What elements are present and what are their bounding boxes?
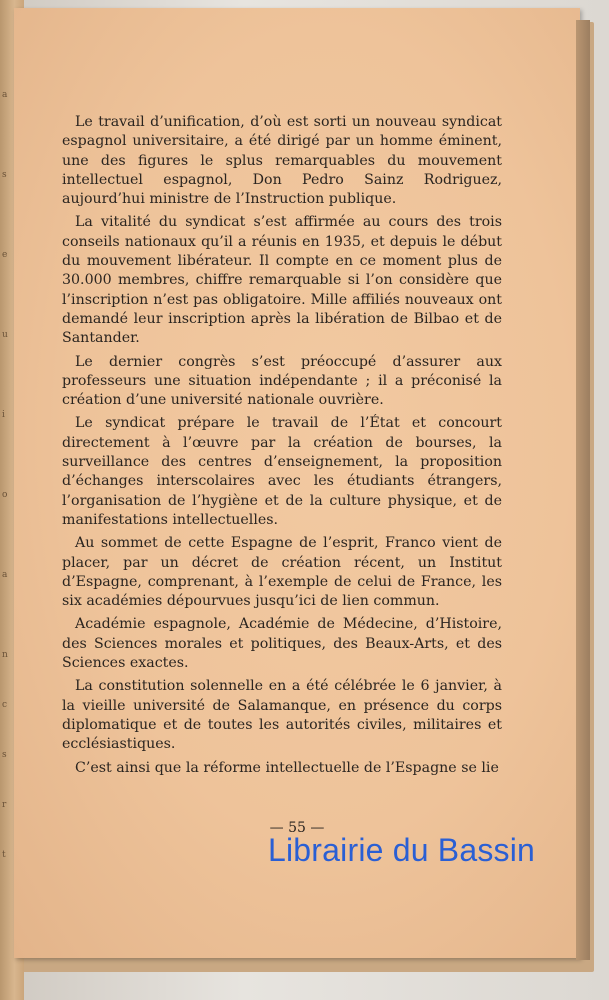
paragraph: Le travail d’unification, d’où est sorti un nouveau syndicat espagnol universitaire, a été dirigé par un homme éminent, une des figures le splus remarquables du mouvement intellectuel espagnol, Don Pedro Sainz Rodriguez, aujourd’hui ministre de l’Instruction publique. [62, 114, 502, 208]
left-page-fragment: a [2, 90, 8, 100]
left-page-fragment: a [2, 570, 8, 580]
left-page-fragment: u [2, 330, 8, 340]
paragraph: Le syndicat prépare le travail de l’État et concourt directement à l’œuvre par la création de bourses, la surveillance des centres d’enseignement, la proposition d’échanges interscolaires avec les étudiants étrangers, l’organisation de l’hygiène et de la culture physique, et de manifestations intellectuelles. [62, 415, 502, 528]
paragraph: La constitution solennelle en a été célébrée le 6 janvier, à la vieille université de Salamanque, en présence du corps diplomatique et de toutes les autorités civiles, militaires et ecclésiastiques. [62, 678, 502, 753]
paragraph: Académie espagnole, Académie de Médecine, d’Histoire, des Sciences morales et politiques, des Beaux-Arts, et des Sciences exactes. [62, 616, 502, 672]
paragraph: C’est ainsi que la réforme intellectuelle de l’Espagne se lie [75, 759, 499, 776]
page-number: — 55 — [269, 820, 325, 836]
left-page-fragment: s [2, 750, 7, 760]
left-page-fragment: n [2, 650, 8, 660]
left-page-fragment: t [2, 850, 6, 860]
right-page-edge [576, 20, 590, 960]
left-page-fragment: e [2, 250, 8, 260]
book-page [14, 8, 580, 958]
left-page-fragment: s [2, 170, 7, 180]
left-page-fragment: c [2, 700, 8, 710]
body-text [62, 113, 502, 782]
paragraph: La vitalité du syndicat s’est affirmée au cours des trois conseils nationaux qu’il a réunis en 1935, et depuis le début du mouvement libérateur. Il compte en ce moment plus de 30.000 membres, chiffre remarquable si l’on considère que l’inscription n’est pas obligatoire. Mille affiliés nouveaux ont demandé leur inscription après la libération de Bilbao et de Santander. [62, 214, 502, 347]
left-page-fragment: o [2, 490, 8, 500]
watermark: Librairie du Bassin [268, 832, 536, 868]
paragraph: Le dernier congrès s’est préoccupé d’assurer aux professeurs une situation indépendante ; il a préconisé la création d’une université nationale ouvrière. [62, 353, 502, 409]
paragraph: Au sommet de cette Espagne de l’esprit, Franco vient de placer, par un décret de création récent, un Institut d’Espagne, comprenant, à l’exemple de celui de France, les six académies dépourvues jusqu’ici de lien commun. [62, 535, 502, 610]
left-page-fragment: i [2, 410, 5, 420]
left-page-fragment: r [2, 800, 7, 810]
